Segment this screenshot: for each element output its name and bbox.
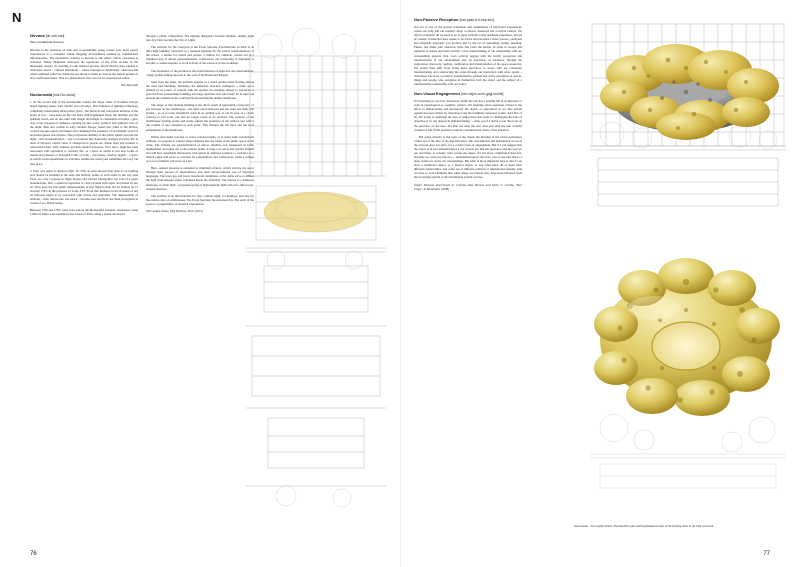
right-page (400, 0, 800, 567)
entry-heading-non-passive-reception (414, 18, 522, 23)
right-column-1 (414, 18, 522, 194)
index-letter: N (12, 10, 22, 25)
paragraph: It's interesting to see how discussion within the arts has a parallel life in architecture or even in neurological or cognitive science. I'm speaking about questions related to the effort to dematerialise and decolporify the object, or objecthood in art. The artistic agenda has been driven by objecthood and the fetishism connected to that. And first of all, I'm trying to challenge the idea of subjectivity that leads to challenging the idea of objecthood. So my interest in dematerialising ... came out of a desire to put the focus on the spectator, on the user, and then see what the user does and what the user actually consists of and if that potential could be considered the centre of the situation. (414, 99, 522, 132)
right-page-columns (414, 18, 522, 194)
architectural-drawing-left (246, 16, 386, 516)
entry-heading-non-visual-engagement (414, 92, 522, 97)
figure-caption: Nocturnalia – The Golden Dome, ESA Pavilion, plan and longitudinal section of the floating dome in the ESA courtyard (574, 524, 714, 529)
paragraph: Nirvana is the sensation of time and re-sponsibility being erased, now most purely experienced as a consumer within shopping environments enabled by sophisticated infrastructures. The experience contrary to nirvana is one where critical awareness is activated. Walter Benjamin destroyed the operations of the Paris arcades in the nineteenth century by equating it with induced nirvana. David Harvey then equated it with these places – cultural institutions – where nostalgia is deliberately cultivated and where sanitised collective memories are meant to make us doze in the eternal present of non-conflictual arenas. This is a phenomenon that can now be experienced online. (30, 47, 138, 81)
paragraph: Seen from the street, the pavilion appears as a weird golden dome floating among the trees and buildings. Internally, the inflatable structure configures a white space defined by its points of contrast with the ground, its openings related to entrances: it goes from the surrounding buildings and large apertures that selectively let in light and prevent the columns in the courtyard from touching the double membrane. (146, 79, 254, 101)
paragraph: But going directly to the topic of the visual, the blurring of the visual dominance comes out of the idea of de-objectification. The conventional and institutional set up of the artwork does not allow for a certain types of engagement. But if I can suggest that the object is in fact dematerialised, I can at least say that the spectator, and the way we see and listen, is actually what creates the object. It's not more complicated than that. Actually we could say this is a ... phenomenological attractors, also to the idea that to a large extent we create our surroundings. But what is more important here is that if you have a traditional object, or a blurred object, or any other kind, all of them have different relationships, and come out of different political or institutional systems. And we have to avoid thinking that when things are blurred they have been liberated from the governing system or the institutional system of rules. (414, 134, 522, 180)
paragraph: The experience of the pavilion is the transformation of night into day entertainment: a huge golden balloon moored to the wall of the Boulevard Raspail. (146, 68, 254, 77)
entry-heading-nirvana (30, 34, 138, 39)
entry-pronunciation: [non pass-iv ri-sep-shn] (459, 18, 494, 22)
entry-subtitle-nirvana: (Non-Conflictual Arenas) (30, 39, 64, 44)
paragraph: Our era is one of the greater realisation and assimilation of fabricated experiences, where our body and our intellect adopt a relaxed, distanced and a-critical posture. We effort is required: all we need to do is agree with the totally sterilised experience, devoid of content. Production then ceases to be active and becomes a more passive, paralysed and solipsistic approach: you produce just by the act of consuming, seeing, listening. Please, just make your selection, relax and press the button. In order to escape this asphyxia of senses and brain activity, a new understanding of our relationship with our surroundings appears vital. Let's actively engage with the bodily perception and transformation of our environment and, by extension, of ourselves, through the exploration, discovery, reading, codification and transformation of the space around us. We would then shift from being mere spectators to actors who are constantly transformating and constructing the scene through our interaction with other agents – with those who have a positive, transformative, sensual and active perception of spaces, things and people, who recognise in themselves both the object and the subject of a transformative relationship with our world. (414, 24, 522, 87)
paragraph: Here, sensual pleasure is entrusted to maximum objects, which activate the space through their sprouts of interrelations and their unconventional use of historical languages. The inner gas and lower translucent membrane of the dome serve to diffuse the light from halogen lamps contained inside the inflatable. The interior is a luminous landscape of white light: a perpetual spring of high-intensity light with soft, almost non-existent shadows. (146, 166, 254, 191)
paragraph: The pavilion is an infrastructure for days without night, for holidays, and also for the endless days of submissions. The École Spéciale: the perpetual day. The artist of the space is a programmer of sensorial experiences. (146, 193, 254, 206)
left-column-2 (146, 34, 254, 220)
entry-pronunciation: [non vizjoo-al en-gayj-muhnt] (461, 92, 504, 97)
entry-pronunciation: [nir-vah-nuh] (45, 34, 65, 38)
paragraph: through a public competition. The lighting disrupted circadian rhythms, turning night into day. Paris became the City of Light. (146, 34, 254, 43)
paragraph: Between 1769 and 1783, some years before the Montgolfier brothers' adventures, some 1,600 oil lamps were installed in the streets of Paris, using a patent developed (30, 208, 138, 217)
entry-headword: Non-Passive Reception (414, 17, 459, 22)
entry-heading-nocturnalia (30, 93, 138, 98)
artwork-section-dome (590, 228, 786, 496)
entry-pronunciation: [nok-t'ûr-nal-ia] (53, 93, 76, 98)
attribution-note: Ólafur Elíasson interviewed by Cristina Díaz Moreno and Efrén G' Grinda, 'Your Utopy', in Breathable (2008) (414, 182, 522, 191)
source-note: The Golden Dome, ESA Pavilion, Paris (2011) (146, 208, 203, 213)
entry-headword: Non-Visual Engagement (414, 91, 460, 97)
page-number-left: 76 (30, 551, 37, 557)
paragraph: Rather than build concrete or water counterweights, as is usual with conventional balloons, we propose to connect these elements into the assets of the public space of the dome. The ballasts are transformations of indoor furniture, but transposed in scale, manipulated and taken out of the private realm. A large red velvet and golden Turkish bed will host roundtable discussions with guests in different positions; a variation on a church pulpit will serve as a lectern for presentations and conferences, while a collage of rococo furniture will serve as a bar. (146, 134, 254, 164)
artwork-plan-dome (590, 16, 786, 216)
paragraph: 2. Paris was quick to embrace light. In 1558, an edict decreed that resin or tar lighting pots should be installed at the ends and halfway points of each street in the city. And Paris, too, was a pioneer in flight. Robert and Charles Montgolfier, the sons of a paper manufacturer, flew a spherical apparatus of cloth covered with paper and driven by hot air. They gave the first public demonstration of free flight in their hot air balloon on 15 October 1783, in the presence of Louis XVI. From that moment on the flotation of hot air balloons began to be associated with events and festivities. The displacement of balloons – their release into free space – became pure spectacle, the main protagonist in events of an official nature. (30, 168, 138, 206)
entry-byline: Ben Reynolds (121, 83, 138, 88)
paragraph: 1. In the second half of the seventeenth century the major cities of Northern Europe began lighting streets with candles and oil lamps. This irruption of lighting technology completely transformed urban public space. The physical and conceptual universe of the hours of rest – associated on the one hand with fragmented sleep, the intimate and the spiritual world, and on the other with danger and illegal or clandestine activities – gave way to the conquest of darkness, opening up new social, political and symbolic uses of the night. Men and women in early modern Europe found new paths to the Divine, created baroque operas and theatre and challenged the existence of an invisible world of nocturnal ghosts and witches. This progressive shifting of the public sphere towards the night – this nocturnalisation – was a revolution that drastically changed everyday life in most of Europe's capital cities. It changed how people ate, drank, slept and worked; it restructured their daily routines and their mental universes. Ever since, night has been associated with opposition to ordinary life, as a space in which to test new forms of leisure and pleasure or abnormal forms of work – precarious, creative, urgent – a space in which social experiments or activities outside the norm (and sometimes the law) can take place. (30, 100, 138, 166)
entry-headword: Nocturnalia (30, 92, 53, 98)
page-number-right: 77 (763, 551, 770, 557)
paragraph: The pavilion for the courtyard at the École Spéciale d'Architecture in Paris is an infra-light building conceived as a pleasure machine for the festive transformations of the school, a shelter for events and parties, a vehicle for catharsis, carried out in a ritualised way. It allows personalisations, conferences, the comforting of diplomas, to become a counter-monitor to work in front of the screen or in the workshop. (146, 45, 254, 66)
left-column-1 (30, 34, 138, 220)
paragraph: The shape of this floating building is the direct result of generating a buoyancy of gas between its two membranes – the inner one translucent and the outer one shiny and golden – so as to resist transmittal water in an optimal way. It can be seen as a cloud: contrary to full scale, one that no longer needs to be inverted. The position of the membranes' binding points and seams adjusts the geometry of the balloon and with it the volume of gas contained at each point. This changes the lift force and the local deformation of the membrane. (146, 103, 254, 132)
entry-headword: Nirvana (30, 33, 45, 38)
